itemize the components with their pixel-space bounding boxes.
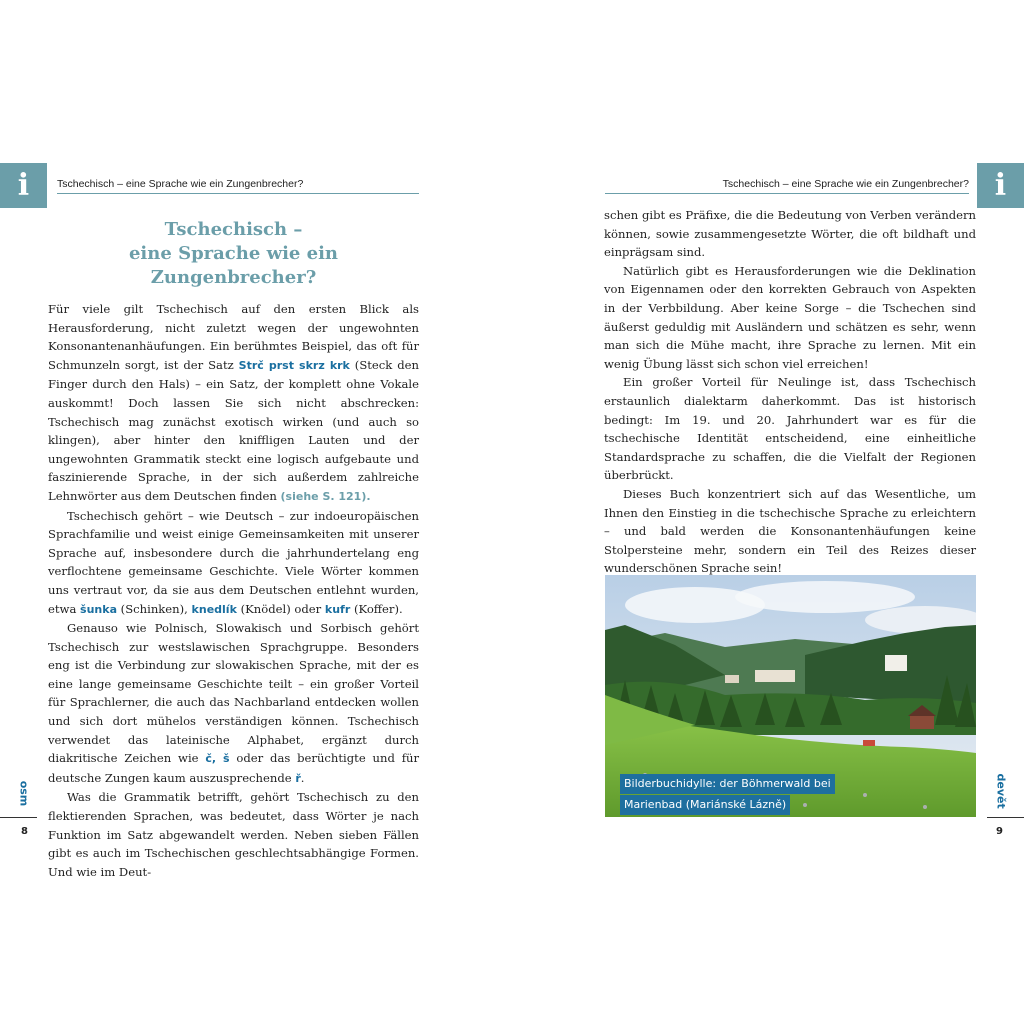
paragraph <box>48 619 419 788</box>
chapter-title-line2: eine Sprache wie ein Zungenbrecher? <box>128 243 339 288</box>
page-reference: (siehe S. 121) <box>280 489 367 503</box>
czech-term: Strč prst skrz krk <box>238 358 350 372</box>
page-number-word-right: devět <box>994 773 1008 809</box>
text-run: (Knödel) oder <box>236 601 325 616</box>
paragraph: Natürlich gibt es Herausforderungen wie die Deklination von Eigennamen oder den korrekten Gebrauch von Aspekten in der Verbbildung. Aber keine Sorge – die Tschechen sind äußerst geduldig mit Ausländern und schätzen es sehr, wenn man sich die Mühe macht, ihre Sprache zu lernen. Mit ein wenig Übung lässt sich schon viel erreichen! <box>604 263 976 371</box>
paragraph <box>48 788 419 881</box>
caption-line2: Marienbad (Mariánské Lázně) <box>620 795 790 815</box>
czech-term: č, š <box>205 752 230 766</box>
chapter-title <box>48 218 419 290</box>
text-run: oder das berüchtigte und für deutsche Zungen kaum auszusprechende <box>48 751 419 785</box>
page-number-right: 9 <box>996 826 1003 837</box>
czech-term: knedlík <box>191 602 237 616</box>
running-head-right: Tschechisch – eine Sprache wie ein Zungenbrecher? <box>605 178 969 194</box>
czech-term: ř <box>295 771 301 785</box>
text-run: (Koffer). <box>350 601 403 616</box>
paragraph <box>48 507 419 620</box>
info-icon: i <box>977 163 1024 208</box>
text-run: (Schinken), <box>117 601 192 616</box>
text-run: Tschechisch gehört – wie Deutsch – zur indoeuropäischen Sprachfamilie und weist einige Gemeinsamkeiten mit unserer Sprache auf, insbesondere durch die jahrhundertelang eng verflochtene gemeinsame Geschichte. Viele Wörter kommen uns vertraut vor, da sie aus dem Deutschen entlehnt wurden, etwa <box>48 508 419 616</box>
text-run: Für viele gilt Tschechisch auf den ersten Blick als Herausforderung, nicht zuletzt wegen der ungewohnten Konsonantenanhäufungen. Ein berühmtes Beispiel, das oft für Schmunzeln sorgt, ist der Satz <box>48 302 419 372</box>
text-run: . <box>366 489 371 503</box>
running-head-left: Tschechisch – eine Sprache wie ein Zungenbrecher? <box>57 178 419 194</box>
paragraph: Ein großer Vorteil für Neulinge ist, dass Tschechisch erstaunlich dialektarm daherkommt. Das ist historisch bedingt: Im 19. und 20. Jahrhundert war es für die tschechische Identität entscheidend, eine einheitliche Standardsprache zu schaffen, die die Vielfalt der Regionen überbrückt. <box>604 375 976 483</box>
page-number-left: 8 <box>21 826 28 837</box>
right-column <box>604 206 976 578</box>
paragraph: schen gibt es Präfixe, die die Bedeutung von Verben verändern können, sowie zusammengesetzte Wörter, die oft bildhaft und einprägsam sind. <box>604 208 976 260</box>
caption-line1: Bilderbuchidylle: der Böhmerwald bei <box>620 774 835 794</box>
text-run: . <box>300 770 305 785</box>
text-run: (Steck den Finger durch den Hals) – ein Satz, der komplett ohne Vokale auskommt! Doch lassen Sie sich nicht abschrecken: Tschechisch mag zunächst exotisch wirken (und auch so klingen), aber hinter den kniffligen Lauten und der ungewohnten Grammatik steckt eine logisch aufgebaute und faszinierende Sprache, in der sich außerdem zahlreiche Lehnwörter aus dem Deutschen finden <box>48 357 419 503</box>
czech-term: kufr <box>324 602 351 616</box>
folio-rule-left <box>0 817 37 818</box>
folio-rule-right <box>987 817 1024 818</box>
paragraph: Dieses Buch konzentriert sich auf das Wesentliche, um Ihnen den Einstieg in die tschechische Sprache zu erleichtern – und bald werden die Konsonantenhäufungen keine Stolpersteine mehr, sondern ein Teil des Reizes dieser wunderschönen Sprache sein! <box>604 486 976 576</box>
photo-caption <box>620 774 835 816</box>
left-column <box>48 300 419 881</box>
paragraph <box>48 300 419 507</box>
chapter-title-line1: Tschechisch – <box>164 219 303 240</box>
czech-term: šunka <box>80 602 117 616</box>
text-run: Genauso wie Polnisch, Slowakisch und Sorbisch gehört Tschechisch zur westslawischen Sprachgruppe. Besonders eng ist die Verbindung zur slowakischen Sprache, mit der es eine lange gemeinsame Geschichte teilt – ein großer Vorteil für Sprachlerner, die auch das Nachbarland entdecken wollen und sich dort mühelos verständigen können. Tschechisch verwendet das lateinische Alphabet, ergänzt durch diakritische Zeichen wie <box>48 621 419 766</box>
text-run: Was die Grammatik betrifft, gehört Tschechisch zu den flektierenden Sprachen, was bedeutet, dass Wörter je nach Funktion im Satz abgewandelt werden. Neben sieben Fällen gibt es auch im Tschechischen geschlechtsabhängige Formen. Und wie im Deut- <box>48 790 419 879</box>
page-number-word-left: osm <box>17 780 31 807</box>
info-icon: i <box>0 163 47 208</box>
